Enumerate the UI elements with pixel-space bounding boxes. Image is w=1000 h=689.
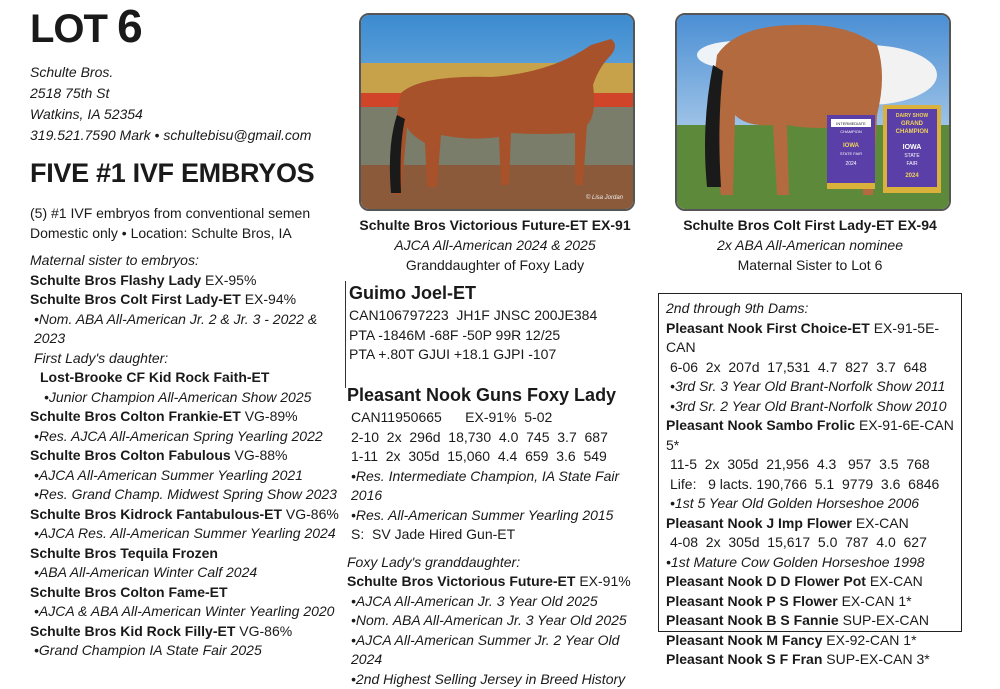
sire-block	[349, 283, 649, 365]
dam-name: Pleasant Nook Guns Foxy Lady	[347, 385, 652, 406]
award-note: •3rd Sr. 2 Year Old Brant-Norfolk Show 2010	[666, 397, 961, 417]
contact-city: Watkins, IA 52354	[30, 104, 311, 125]
award-note: •1st 5 Year Old Golden Horseshoe 2006	[666, 494, 961, 514]
dams-box	[658, 293, 962, 632]
banner-text: IOWA	[903, 144, 922, 151]
animal-name: Lost-Brooke CF Kid Rock Faith-ET	[30, 368, 350, 388]
award-note: •Nom. ABA All-American Jr. 3 Year Old 2025	[347, 611, 652, 631]
sire-line-3: PTA +.80T GJUI +18.1 GJPI -107	[349, 345, 649, 365]
award-note: •AJCA All-American Summer Jr. 2 Year Old 2024	[347, 631, 652, 670]
list-item	[30, 505, 350, 525]
production-record: 4-08 2x 305d 15,617 5.0 787 4.0 627	[666, 533, 961, 553]
award-note: •AJCA All-American Summer Yearling 2021	[30, 466, 350, 486]
dam-block	[347, 385, 652, 689]
animal-name: Pleasant Nook D D Flower Pot	[666, 573, 866, 589]
animal-score: EX-91%	[575, 573, 630, 589]
award-note: •Res. Intermediate Champion, IA State Fair 2016	[347, 467, 652, 506]
cow-photo-svg	[361, 15, 633, 209]
animal-name: Schulte Bros Colton Frankie-ET	[30, 408, 241, 424]
contact-phone-email: 319.521.7590 Mark • schultebisu@gmail.com	[30, 125, 311, 146]
lot-title	[30, 4, 142, 51]
award-note: •Nom. ABA All-American Jr. 2 & Jr. 3 - 2022 & 2023	[30, 310, 350, 349]
photo2-name: Schulte Bros Colt First Lady-ET EX-94	[660, 215, 960, 235]
list-item	[666, 416, 961, 455]
list-item	[666, 572, 961, 592]
animal-score: VG-88%	[231, 447, 288, 463]
list-item	[30, 290, 350, 310]
list-item	[30, 446, 350, 466]
animal-name: Pleasant Nook M Fancy	[666, 632, 822, 648]
dam-registration: CAN11950665 EX-91% 5-02	[347, 408, 652, 428]
cow-photo-victorious-future	[359, 13, 635, 211]
award-note: •Res. AJCA All-American Spring Yearling 2022	[30, 427, 350, 447]
animal-name: Pleasant Nook J Imp Flower	[666, 515, 852, 531]
list-item	[30, 407, 350, 427]
dams-heading: 2nd through 9th Dams:	[666, 299, 961, 319]
ribbon-banner-intermediate	[827, 115, 875, 189]
banner-text: 2024	[905, 173, 919, 179]
award-note: •3rd Sr. 3 Year Old Brant-Norfolk Show 2011	[666, 377, 961, 397]
contact-street: 2518 75th St	[30, 83, 311, 104]
banner-text: 2024	[845, 161, 856, 167]
award-note: •AJCA & ABA All-American Winter Yearling 2020	[30, 602, 350, 622]
award-note: •Res. All-American Summer Yearling 2015	[347, 506, 652, 526]
lot-number: 6	[117, 0, 142, 52]
award-note: •1st Mature Cow Golden Horseshoe 1998	[666, 553, 961, 573]
sire-line-1: CAN106797223 JH1F JNSC 200JE384	[349, 306, 649, 326]
animal-name: Schulte Bros Victorious Future-ET	[347, 573, 575, 589]
animal-name: Pleasant Nook S F Fran	[666, 651, 822, 667]
animal-name: Schulte Bros Kid Rock Filly-ET	[30, 623, 235, 639]
list-item	[347, 572, 652, 592]
contact-block	[30, 62, 311, 146]
banner-text: STATE FAIR	[840, 151, 862, 156]
award-note: •AJCA Res. All-American Summer Yearling 2024	[30, 524, 350, 544]
banner-text: CHAMPION	[896, 129, 929, 135]
dam-record-1: 2-10 2x 296d 18,730 4.0 745 3.7 687	[347, 428, 652, 448]
animal-score: EX-92-CAN 1*	[822, 632, 916, 648]
award-note: •ABA All-American Winter Calf 2024	[30, 563, 350, 583]
award-note: •Res. Grand Champ. Midwest Spring Show 2023	[30, 485, 350, 505]
granddaughter-heading: Foxy Lady's granddaughter:	[347, 553, 652, 573]
animal-score: EX-91-5E-CAN	[666, 320, 939, 356]
photo1-line3: Granddaughter of Foxy Lady	[345, 255, 645, 275]
animal-score: EX-CAN	[852, 515, 909, 531]
cow-photo-svg	[677, 15, 949, 209]
photo-credit: © Lisa Jordan	[586, 194, 624, 201]
headline: FIVE #1 IVF EMBRYOS	[30, 158, 314, 189]
award-note: •AJCA All-American Jr. 3 Year Old 2025	[347, 592, 652, 612]
maternal-sisters-list	[30, 251, 350, 661]
intro	[30, 203, 310, 243]
banner-text: GRAND	[901, 121, 924, 127]
animal-name: Schulte Bros Colton Fame-ET	[30, 583, 350, 603]
ribbon-banner-grand-champion	[883, 105, 941, 193]
sire-line-2: PTA -1846M -68F -50P 99R 12/25	[349, 326, 649, 346]
banner-text: DAIRY SHOW	[896, 113, 929, 119]
list-item	[666, 514, 961, 534]
list-item	[666, 631, 961, 651]
animal-score: SUP-EX-CAN	[839, 612, 929, 628]
dam-record-2: 1-11 2x 305d 15,060 4.4 659 3.6 549	[347, 447, 652, 467]
photo1-caption	[345, 215, 645, 275]
list-item	[30, 271, 350, 291]
animal-name: Schulte Bros Colton Fabulous	[30, 447, 231, 463]
award-note: •Grand Champion IA State Fair 2025	[30, 641, 350, 661]
animal-score: EX-91-6E-CAN 5*	[666, 417, 954, 453]
animal-name: Pleasant Nook B S Fannie	[666, 612, 839, 628]
photo2-line3: Maternal Sister to Lot 6	[660, 255, 960, 275]
production-record: 11-5 2x 305d 21,956 4.3 957 3.5 768	[666, 455, 961, 475]
animal-score: VG-89%	[241, 408, 298, 424]
banner-text: INTERMEDIATE	[836, 121, 866, 126]
animal-name: Schulte Bros Flashy Lady	[30, 272, 201, 288]
list-item	[666, 650, 961, 670]
animal-score: EX-94%	[241, 291, 296, 307]
animal-score: SUP-EX-CAN 3*	[822, 651, 929, 667]
list-item	[666, 592, 961, 612]
sub-heading: First Lady's daughter:	[30, 349, 350, 369]
photo1-line2: AJCA All-American 2024 & 2025	[345, 235, 645, 255]
photo2-caption	[660, 215, 960, 275]
banner-text: STATE	[904, 153, 920, 159]
lifetime-record: Life: 9 lacts. 190,766 5.1 9779 3.6 6846	[666, 475, 961, 495]
photo1-name: Schulte Bros Victorious Future-ET EX-91	[345, 215, 645, 235]
animal-name: Schulte Bros Kidrock Fantabulous-ET	[30, 506, 282, 522]
banner-text: IOWA	[843, 143, 860, 149]
list-item	[666, 319, 961, 358]
sire-name: Guimo Joel-ET	[349, 283, 649, 304]
animal-score: VG-86%	[282, 506, 339, 522]
award-note: •Junior Champion All-American Show 2025	[30, 388, 350, 408]
photo2-line2: 2x ABA All-American nominee	[660, 235, 960, 255]
list-item	[666, 611, 961, 631]
award-note: •2nd Highest Selling Jersey in Breed History	[347, 670, 652, 689]
dams-list	[659, 294, 961, 670]
cow-photo-colt-first-lady	[675, 13, 951, 211]
contact-name: Schulte Bros.	[30, 62, 311, 83]
animal-name: Pleasant Nook Sambo Frolic	[666, 417, 855, 433]
intro-line-1: (5) #1 IVF embryos from conventional semen	[30, 203, 310, 223]
maternal-heading: Maternal sister to embryos:	[30, 251, 350, 271]
animal-score: EX-95%	[201, 272, 256, 288]
banner-text: FAIR	[906, 161, 918, 167]
animal-score: EX-CAN	[866, 573, 923, 589]
animal-score: VG-86%	[235, 623, 292, 639]
animal-name: Schulte Bros Colt First Lady-ET	[30, 291, 241, 307]
animal-name: Pleasant Nook First Choice-ET	[666, 320, 870, 336]
production-record: 6-06 2x 207d 17,531 4.7 827 3.7 648	[666, 358, 961, 378]
animal-score: EX-CAN 1*	[838, 593, 912, 609]
lot-word: LOT	[30, 7, 107, 51]
animal-name: Pleasant Nook P S Flower	[666, 593, 838, 609]
banner-text: CHAMPION	[840, 129, 862, 134]
intro-line-2: Domestic only • Location: Schulte Bros, IA	[30, 223, 310, 243]
list-item	[30, 622, 350, 642]
animal-name: Schulte Bros Tequila Frozen	[30, 544, 350, 564]
dam-sire-line: S: SV Jade Hired Gun-ET	[347, 525, 652, 545]
